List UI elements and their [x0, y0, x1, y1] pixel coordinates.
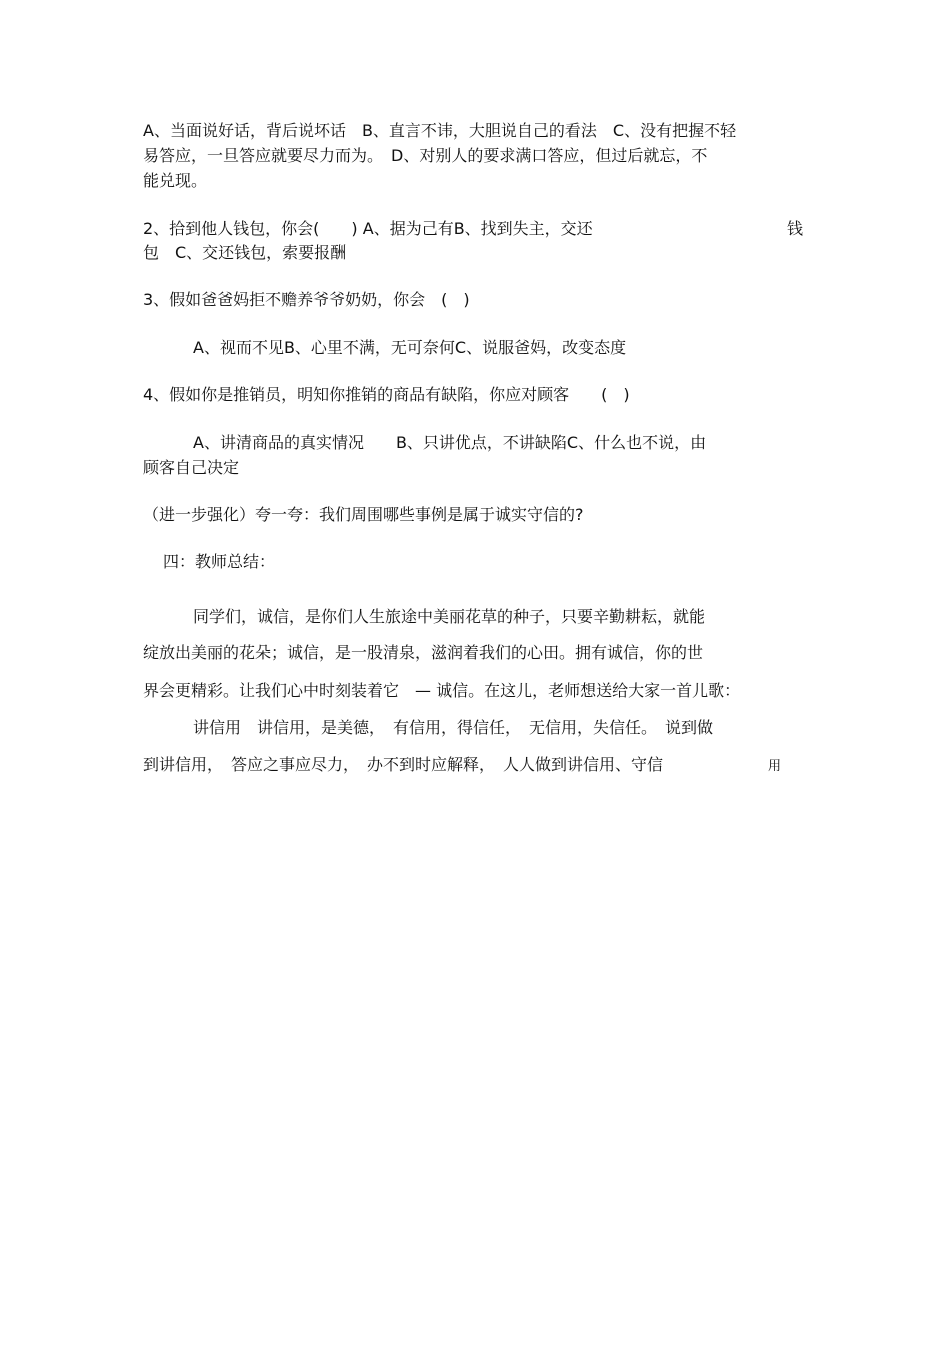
q2-question-tail: 钱	[787, 219, 804, 238]
section4-title: 四：教师总结：	[163, 552, 276, 571]
summary-line2: 绽放出美丽的花朵；诚信，是一股清泉，滋润着我们的心田。拥有诚信，你的世	[143, 643, 704, 662]
q3-question: 3、假如爸爸妈拒不赡养爷爷奶奶，你会 ( )	[143, 290, 470, 309]
summary-line3: 界会更精彩。让我们心中时刻装着它 — 诚信。在这儿，老师想送给大家一首儿歌：	[143, 681, 741, 700]
q1-options-line3: 能兑现。	[143, 171, 208, 190]
q2-options: 包 C、交还钱包，索要报酬	[143, 243, 347, 262]
q3-options: A、视而不见B、心里不满，无可奈何C、说服爸妈，改变态度	[193, 338, 627, 357]
summary-line1: 同学们，诚信，是你们人生旅途中美丽花草的种子，只要辛勤耕耘，就能	[193, 607, 706, 626]
q1-options-line2: 易答应，一旦答应就要尽力而为。 D、对别人的要求满口答应，但过后就忘，不	[143, 146, 708, 165]
q4-options-line1: A、讲清商品的真实情况 B、只讲优点，不讲缺陷C、什么也不说，由	[193, 433, 707, 452]
song-line1: 讲信用 讲信用，是美德， 有信用，得信任， 无信用，失信任。 说到做	[193, 718, 714, 737]
q2-question: 2、拾到他人钱包，你会( ) A、据为己有B、找到失主，交还	[143, 219, 593, 238]
reinforce-prompt: （进一步强化）夸一夸：我们周围哪些事例是属于诚实守信的?	[143, 505, 584, 524]
song-line2: 到讲信用， 答应之事应尽力， 办不到时应解释， 人人做到讲信用、守信	[143, 755, 664, 774]
q1-options-line1: A、当面说好话，背后说坏话 B、直言不讳，大胆说自己的看法 C、没有把握不轻	[143, 121, 737, 140]
q4-question: 4、假如你是推销员，明知你推销的商品有缺陷，你应对顾客 ( )	[143, 385, 630, 404]
q4-options-line2: 顾客自己决定	[143, 458, 240, 477]
song-line2-tail: 用	[768, 759, 782, 774]
